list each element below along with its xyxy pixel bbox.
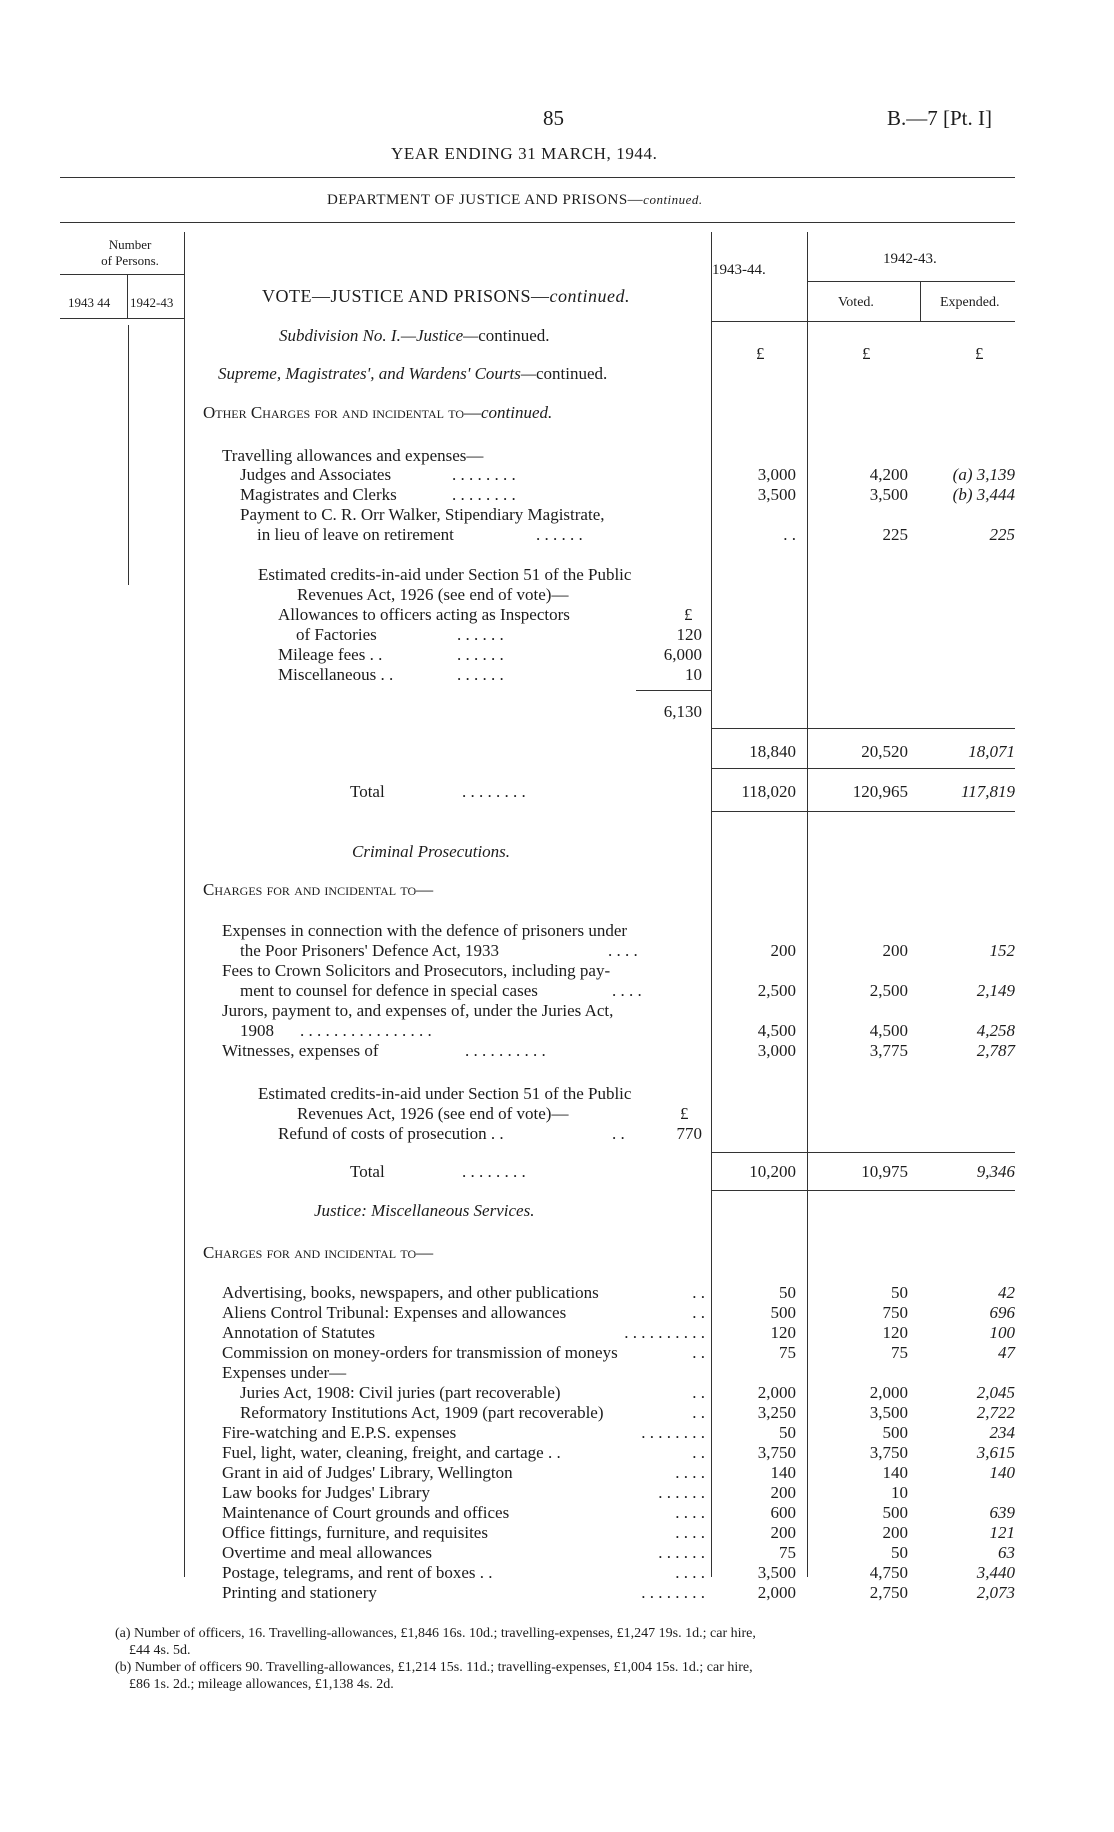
- amount-1943-44: 3,500: [757, 1563, 796, 1582]
- amount-voted: 2,500: [869, 981, 908, 1000]
- courts-title: Supreme, Magistrates', and Wardens' Courts—continued.: [218, 364, 608, 383]
- leader-dots: . . . . . .: [536, 525, 583, 544]
- criminal-total-voted: 10,975: [861, 1162, 908, 1181]
- subtotal-1943-44: 18,840: [749, 742, 796, 761]
- amount-1943-44: 200: [770, 941, 796, 960]
- amount-expended: 140: [989, 1463, 1015, 1482]
- leader-dots: . . . . . . . .: [452, 485, 516, 504]
- total-expended: 117,819: [961, 782, 1015, 801]
- persons-col-rule: [60, 318, 185, 319]
- amount-1943-44: 3,000: [757, 1041, 796, 1060]
- amount-voted: 750: [882, 1303, 908, 1322]
- column-expended: Expended.: [940, 295, 1000, 310]
- leader-dots: . . . . . . . .: [452, 465, 516, 484]
- amount-voted: 4,500: [869, 1021, 908, 1040]
- list-item-label: Overtime and meal allowances: [222, 1543, 433, 1562]
- credit-item-label: Miscellaneous . .: [278, 665, 394, 684]
- amount-expended: 3,615: [976, 1443, 1015, 1462]
- amount-expended: 63: [998, 1543, 1015, 1562]
- column-year-1943-44: 1943-44.: [712, 262, 766, 278]
- amount-1943-44: 120: [770, 1323, 796, 1342]
- persons-col-divider: [127, 274, 128, 318]
- amount-expended: (b) 3,444: [952, 485, 1015, 504]
- leader-dots: . . . . . . . .: [641, 1583, 705, 1602]
- amount-1943-44: 140: [770, 1463, 796, 1482]
- amount-1943-44: 2,500: [757, 981, 796, 1000]
- amount-1943-44: 2,000: [757, 1583, 796, 1602]
- amount-voted: 4,200: [869, 465, 908, 484]
- criminal-row-line-1: Fees to Crown Solicitors and Prosecutors, including pay-: [222, 961, 611, 980]
- amount-1943-44: 3,750: [757, 1443, 796, 1462]
- amount-voted: 3,500: [869, 1403, 908, 1422]
- pound-sign-voted: £: [862, 344, 871, 363]
- pound-sign-1943-44: £: [756, 344, 765, 363]
- amount-voted: 2,750: [869, 1583, 908, 1602]
- criminal-total-top-rule: [711, 1152, 1015, 1153]
- amount-expended: 2,787: [976, 1041, 1015, 1060]
- list-item-label: Magistrates and Clerks: [240, 485, 397, 504]
- credits-sum-rule: [636, 690, 711, 691]
- amount-col-divider-1: [711, 232, 712, 1577]
- leader-dots: . . . .: [612, 981, 642, 1000]
- amount-1943-44: 75: [779, 1543, 796, 1562]
- list-item-label: Juries Act, 1908: Civil juries (part recoverable): [240, 1383, 561, 1402]
- total-label: Total: [350, 782, 385, 801]
- amount-expended: 234: [989, 1423, 1015, 1442]
- list-item-label: Commission on money-orders for transmission of moneys: [222, 1343, 618, 1362]
- amount-voted: 2,000: [869, 1383, 908, 1402]
- credits-pound-sign: £: [684, 605, 693, 624]
- amount-expended: 152: [989, 941, 1015, 960]
- amount-expended: 2,045: [976, 1383, 1015, 1402]
- list-item-label: Judges and Associates: [240, 465, 392, 484]
- leader-dots: . . . .: [675, 1523, 705, 1542]
- criminal-row-line-2: the Poor Prisoners' Defence Act, 1933: [240, 941, 499, 960]
- amount-expended: 2,073: [976, 1583, 1015, 1602]
- list-item-label: Law books for Judges' Library: [222, 1483, 430, 1502]
- leader-dots: . . . . . . . .: [462, 1162, 526, 1181]
- criminal-credits-line-1: Estimated credits-in-aid under Section 51 of the Public: [258, 1084, 632, 1103]
- criminal-credits-line-2: Revenues Act, 1926 (see end of vote)—: [297, 1104, 569, 1123]
- vote-title: VOTE—JUSTICE AND PRISONS—continued.: [262, 286, 631, 306]
- amount-1943-44: 200: [770, 1523, 796, 1542]
- amount-voted: 10: [891, 1483, 908, 1502]
- misc-charges-heading: Charges for and incidental to—: [203, 1243, 434, 1262]
- witnesses-label: Witnesses, expenses of: [222, 1041, 379, 1060]
- leader-dots: . . . . . .: [457, 665, 504, 684]
- footnote-b-line-1: (b) Number of officers 90. Travelling-allowances, £1,214 15s. 11d.; travelling-expenses, £1,004 15s. 1d.; car hire,: [115, 1660, 753, 1675]
- amount-voted: 4,750: [869, 1563, 908, 1582]
- amount-expended: 2,722: [976, 1403, 1015, 1422]
- table-top-rule: [60, 222, 1015, 223]
- amount-expended: 42: [998, 1283, 1015, 1302]
- amount-voted: 50: [891, 1543, 908, 1562]
- persons-col-1942-43: 1942-43: [130, 295, 174, 310]
- number-of-persons-header: Number of Persons.: [101, 237, 159, 268]
- amount-1943-44: 2,000: [757, 1383, 796, 1402]
- credit-item-label: of Factories: [296, 625, 377, 644]
- amount-voted: 3,500: [869, 485, 908, 504]
- credits-line-1: Estimated credits-in-aid under Section 51 of the Public: [258, 565, 632, 584]
- leader-dots: . .: [692, 1383, 705, 1402]
- amount-1943-44: 75: [779, 1343, 796, 1362]
- amount-expended: (a) 3,139: [952, 465, 1015, 484]
- subtotal-rule: [711, 728, 1015, 729]
- criminal-row-line-1: Jurors, payment to, and expenses of, under the Juries Act,: [222, 1001, 614, 1020]
- subtotal-voted: 20,520: [861, 742, 908, 761]
- amount-1943-44: 500: [770, 1303, 796, 1322]
- leader-dots: . . . . . . . . . . . . . . . .: [300, 1021, 432, 1040]
- amount-voted: 200: [882, 941, 908, 960]
- criminal-row-line-1: Expenses in connection with the defence of prisoners under: [222, 921, 628, 940]
- criminal-charges-heading: Charges for and incidental to—: [203, 880, 434, 899]
- amount-voted: 3,750: [869, 1443, 908, 1462]
- amount-expended: 3,440: [976, 1563, 1015, 1582]
- amount-expended: 225: [989, 525, 1015, 544]
- leader-dots: . . . . . . . . . .: [624, 1323, 705, 1342]
- list-item-label: Fuel, light, water, cleaning, freight, and cartage . .: [222, 1443, 561, 1462]
- persons-right-divider: [184, 232, 185, 1577]
- list-item-label: Expenses under—: [222, 1363, 347, 1382]
- list-item-label: Aliens Control Tribunal: Expenses and allowances: [222, 1303, 567, 1322]
- list-item-label: Grant in aid of Judges' Library, Wellington: [222, 1463, 513, 1482]
- amount-voted: 500: [882, 1423, 908, 1442]
- subdivision-title: Subdivision No. I.—Justice—continued.: [279, 326, 550, 345]
- amount-1943-44: 3,500: [757, 485, 796, 504]
- amount-expended: 47: [998, 1343, 1015, 1362]
- voted-expended-divider: [920, 281, 921, 321]
- list-item-label: Reformatory Institutions Act, 1909 (part recoverable): [240, 1403, 604, 1422]
- criminal-prosecutions-title: Criminal Prosecutions.: [352, 842, 511, 861]
- criminal-total-1943-44: 10,200: [749, 1162, 796, 1181]
- header-rule: [60, 177, 1015, 178]
- amount-expended: 100: [989, 1323, 1015, 1342]
- criminal-total-expended: 9,346: [976, 1162, 1015, 1181]
- amount-expended: 2,149: [976, 981, 1015, 1000]
- leader-dots: . .: [692, 1443, 705, 1462]
- page-number: 85: [543, 106, 564, 130]
- list-item-label: Annotation of Statutes: [222, 1323, 375, 1342]
- list-item-label: Maintenance of Court grounds and offices: [222, 1503, 510, 1522]
- pound-sign-expended: £: [975, 344, 984, 363]
- amount-expended: 639: [989, 1503, 1015, 1522]
- amount-voted: 225: [882, 525, 908, 544]
- total-bottom-rule: [711, 811, 1015, 812]
- credits-line-2: Revenues Act, 1926 (see end of vote)—: [297, 585, 569, 604]
- leader-dots: . .: [692, 1343, 705, 1362]
- amount-voted: 50: [891, 1283, 908, 1302]
- leader-dots: . . . . . . . .: [641, 1423, 705, 1442]
- amount-expended: 121: [989, 1523, 1015, 1542]
- year-title: YEAR ENDING 31 MARCH, 1944.: [391, 144, 658, 163]
- amount-voted: 120: [882, 1323, 908, 1342]
- credit-item-value: 10: [685, 665, 702, 684]
- leader-dots: . . . .: [608, 941, 638, 960]
- leader-dots: . . . . . .: [457, 625, 504, 644]
- amount-1943-44: 600: [770, 1503, 796, 1522]
- leader-dots: . .: [692, 1403, 705, 1422]
- amount-voted: 500: [882, 1503, 908, 1522]
- amount-expended: 4,258: [976, 1021, 1015, 1040]
- amount-1943-44: 50: [779, 1283, 796, 1302]
- persons-header-rule: [60, 274, 185, 275]
- refund-value: 770: [676, 1124, 702, 1143]
- leader-dots: . . . . . .: [457, 645, 504, 664]
- year-header-bottom-rule: [712, 321, 1015, 322]
- leader-dots: . . . .: [675, 1563, 705, 1582]
- persons-col-divider-lower: [128, 325, 129, 585]
- leader-dots: . . . .: [675, 1503, 705, 1522]
- document-code: B.—7 [Pt. I]: [887, 106, 992, 130]
- leader-dots: . . . . . . . . . .: [465, 1041, 546, 1060]
- credit-item-label: Mileage fees . .: [278, 645, 383, 664]
- list-item-label: Fire-watching and E.P.S. expenses: [222, 1423, 457, 1442]
- credit-item-value: 120: [676, 625, 702, 644]
- footnote-a-line-2: £44 4s. 5d.: [129, 1643, 191, 1658]
- footnote-b-line-2: £86 1s. 2d.; mileage allowances, £1,138 4s. 2d.: [129, 1677, 394, 1692]
- amount-col-divider-2: [807, 232, 808, 1577]
- criminal-row-line-2: ment to counsel for defence in special cases: [240, 981, 538, 1000]
- amount-1943-44: 3,000: [757, 465, 796, 484]
- year-subheader-rule: [807, 281, 1015, 282]
- subtotal-expended: 18,071: [968, 742, 1015, 761]
- amount-1943-44: 200: [770, 1483, 796, 1502]
- criminal-total-label: Total: [350, 1162, 385, 1181]
- credit-item-label: Allowances to officers acting as Inspectors: [278, 605, 570, 624]
- list-item-label: Advertising, books, newspapers, and other publications: [222, 1283, 599, 1302]
- leader-dots: . . . . . .: [658, 1483, 705, 1502]
- criminal-row-line-2: 1908: [240, 1021, 274, 1040]
- leader-dots: . .: [692, 1303, 705, 1322]
- list-item-label: Postage, telegrams, and rent of boxes . .: [222, 1563, 493, 1582]
- criminal-total-bottom-rule: [711, 1190, 1015, 1191]
- other-charges-heading: Other Charges for and incidental to—continued.: [203, 403, 553, 422]
- travelling-heading: Travelling allowances and expenses—: [222, 446, 484, 465]
- amount-1943-44: 4,500: [757, 1021, 796, 1040]
- total-1943-44: 118,020: [741, 782, 796, 801]
- credits-total: 6,130: [663, 702, 702, 721]
- amount-voted: 3,775: [869, 1041, 908, 1060]
- total-top-rule: [711, 768, 1015, 769]
- credit-item-value: 6,000: [663, 645, 702, 664]
- column-voted: Voted.: [838, 295, 874, 310]
- leader-dots: . . . .: [675, 1463, 705, 1482]
- amount-1943-44: 3,250: [757, 1403, 796, 1422]
- misc-services-title: Justice: Miscellaneous Services.: [314, 1201, 535, 1220]
- payment-line-1: Payment to C. R. Orr Walker, Stipendiary Magistrate,: [240, 505, 605, 524]
- footnote-a-line-1: (a) Number of officers, 16. Travelling-allowances, £1,846 16s. 10d.; travelling-expenses, £1,247 19s. 1d.; car hire,: [115, 1626, 756, 1641]
- amount-1943-44: 50: [779, 1423, 796, 1442]
- leader-dots: . . . . . .: [658, 1543, 705, 1562]
- amount-voted: 200: [882, 1523, 908, 1542]
- payment-line-2: in lieu of leave on retirement: [257, 525, 454, 544]
- leader-dots: . . . . . . . .: [462, 782, 526, 801]
- total-voted: 120,965: [852, 782, 908, 801]
- criminal-credits-pound: £: [680, 1104, 689, 1123]
- refund-label: Refund of costs of prosecution . .: [278, 1124, 504, 1143]
- list-item-label: Printing and stationery: [222, 1583, 377, 1602]
- amount-expended: 696: [989, 1303, 1015, 1322]
- amount-voted: 140: [882, 1463, 908, 1482]
- column-year-1942-43: 1942-43.: [883, 251, 937, 267]
- list-item-label: Office fittings, furniture, and requisites: [222, 1523, 488, 1542]
- leader-dots: . .: [692, 1283, 705, 1302]
- persons-col-1943-44: 1943 44: [68, 295, 111, 310]
- amount-1943-44: . .: [783, 525, 796, 544]
- department-title: DEPARTMENT OF JUSTICE AND PRISONS—continued.: [327, 192, 703, 208]
- leader-dots: . .: [612, 1124, 625, 1143]
- amount-voted: 75: [891, 1343, 908, 1362]
